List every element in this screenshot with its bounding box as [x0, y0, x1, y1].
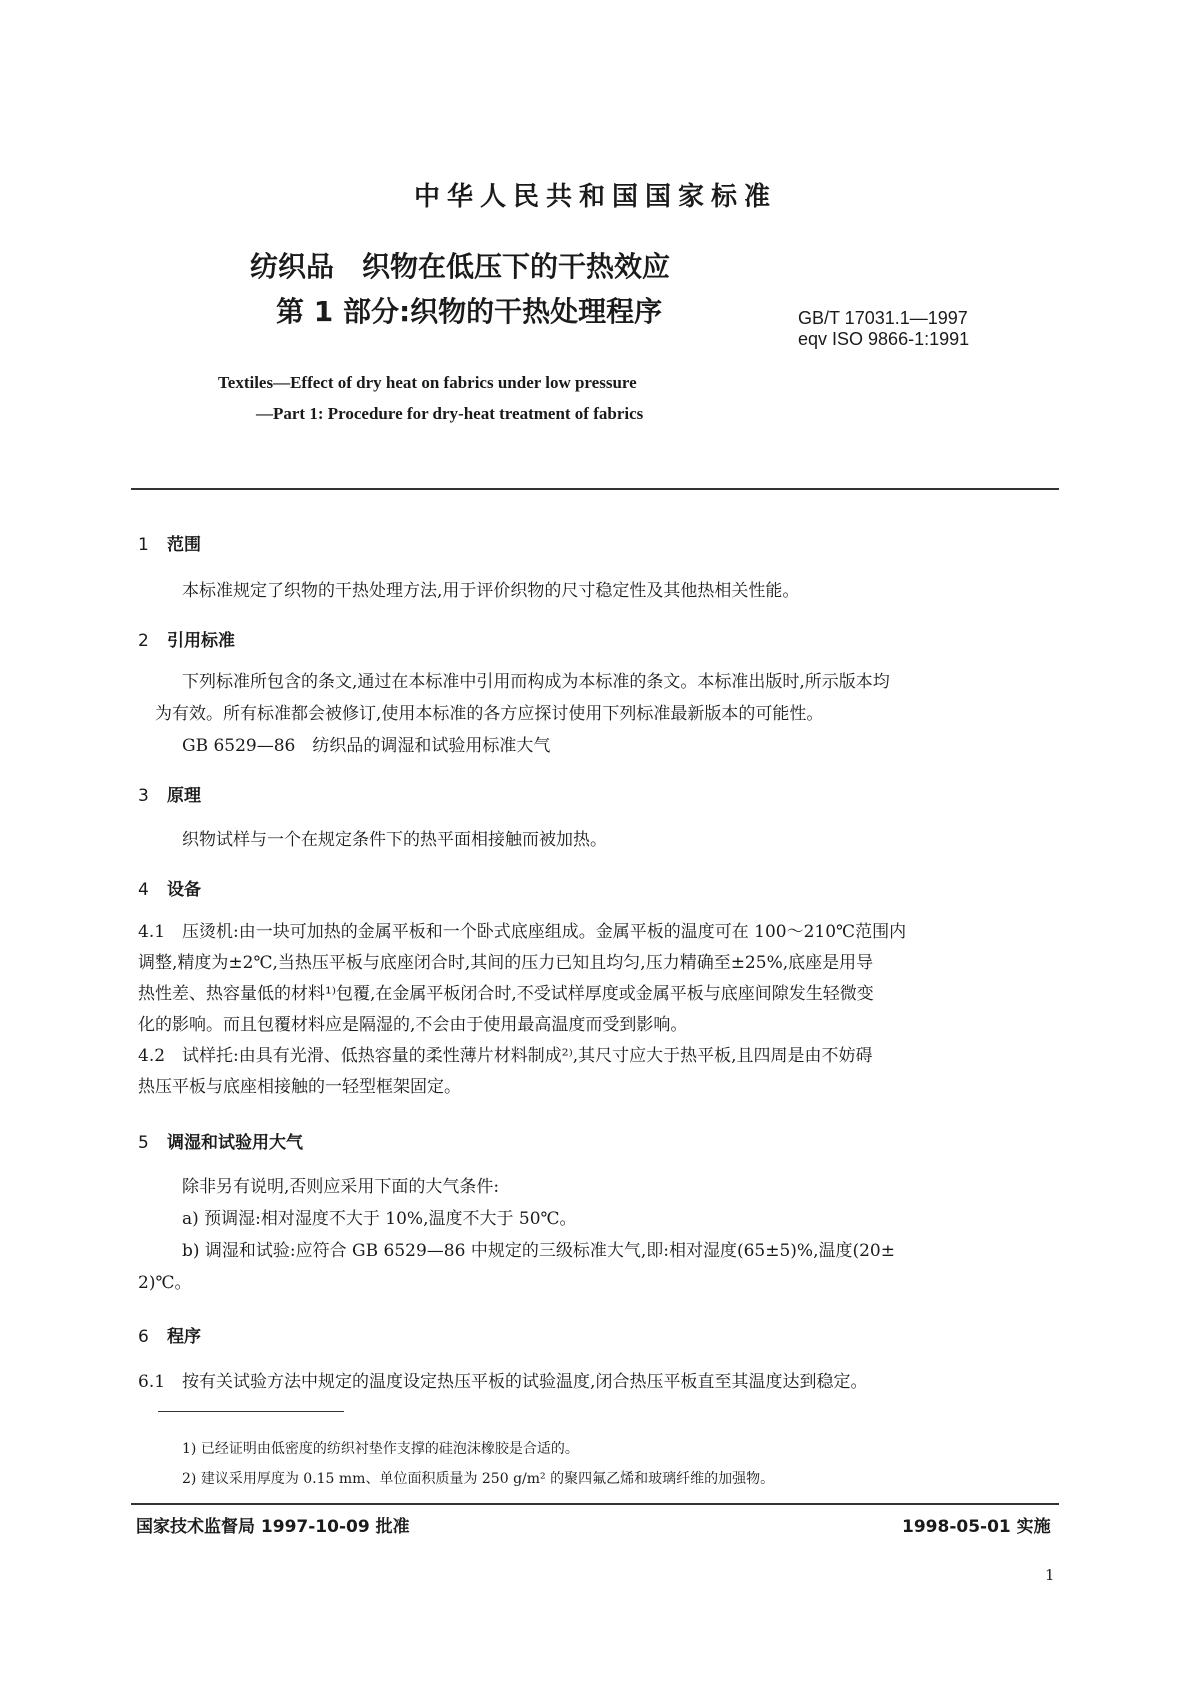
clause-4-2-line2: 热压平板与底座相接触的一轻型框架固定。 [138, 1077, 461, 1097]
section-title: 程序 [167, 1327, 201, 1347]
equivalent-standard: eqv ISO 9866-1:1991 [798, 329, 970, 349]
national-standard-heading: 中华人民共和国国家标准 [413, 182, 777, 212]
footer-divider [131, 1503, 1059, 1505]
section-number: 4 [138, 880, 149, 900]
condition-a: a) 预调湿:相对湿度不大于 10%,温度不大于 50℃。 [182, 1209, 577, 1229]
condition-b-line2: 2)℃。 [138, 1273, 192, 1293]
section-6-heading [138, 1322, 201, 1347]
clause-4-2-line1: 4.2 试样托:由具有光滑、低热容量的柔性薄片材料制成²⁾,其尺寸应大于热平板,且四周是由不妨碍 [138, 1046, 873, 1066]
clause-4-1-line1: 4.1 压烫机:由一块可加热的金属平板和一个卧式底座组成。金属平板的温度可在 100～210℃范围内 [138, 922, 907, 942]
title-cn-line1: 纺织品 织物在低压下的干热效应 [250, 250, 671, 283]
condition-b-line1: b) 调湿和试验:应符合 GB 6529—86 中规定的三级标准大气,即:相对湿度(65±5)%,温度(20± [182, 1241, 895, 1261]
clause-6-1: 6.1 按有关试验方法中规定的温度设定热压平板的试验温度,闭合热压平板直至其温度达到稳定。 [138, 1372, 868, 1392]
section-number: 2 [138, 631, 149, 651]
section-4-heading [138, 875, 201, 900]
section-title: 原理 [167, 786, 201, 806]
section-3-text: 织物试样与一个在规定条件下的热平面相接触而被加热。 [182, 830, 607, 850]
standard-code [798, 308, 969, 350]
section-2-line1: 下列标准所包含的条文,通过在本标准中引用而构成为本标准的条文。本标准出版时,所示版本均 [182, 672, 890, 692]
footnote-2: 2) 建议采用厚度为 0.15 mm、单位面积质量为 250 g/m² 的聚四氟乙烯和玻璃纤维的加强物。 [182, 1471, 775, 1487]
footnote-divider [158, 1411, 344, 1412]
standard-number: GB/T 17031.1—1997 [798, 308, 968, 328]
approval-date: 国家技术监督局 1997-10-09 批准 [136, 1517, 410, 1537]
section-2-heading [138, 626, 235, 651]
section-title: 调湿和试验用大气 [167, 1133, 303, 1153]
section-title: 引用标准 [167, 631, 235, 651]
normative-reference: GB 6529—86 纺织品的调湿和试验用标准大气 [182, 736, 551, 756]
title-en-line1: Textiles—Effect of dry heat on fabrics under low pressure [218, 373, 637, 392]
section-number: 1 [138, 535, 149, 555]
section-title: 范围 [167, 535, 201, 555]
clause-4-1-line4: 化的影响。而且包覆材料应是隔湿的,不会由于使用最高温度而受到影响。 [138, 1015, 688, 1035]
section-3-heading [138, 781, 201, 806]
footnote-1: 1) 已经证明由低密度的纺织衬垫作支撑的硅泡沫橡胶是合适的。 [182, 1441, 579, 1457]
page-number: 1 [1045, 1566, 1055, 1584]
section-number: 3 [138, 786, 149, 806]
clause-4-1-line3: 热性差、热容量低的材料¹⁾包覆,在金属平板闭合时,不受试样厚度或金属平板与底座间隙发生轻微变 [138, 984, 874, 1004]
section-number: 6 [138, 1327, 149, 1347]
title-cn-line2: 第 1 部分:织物的干热处理程序 [276, 295, 663, 328]
section-1-text: 本标准规定了织物的干热处理方法,用于评价织物的尺寸稳定性及其他热相关性能。 [182, 581, 800, 601]
effective-date: 1998-05-01 实施 [902, 1517, 1051, 1537]
section-1-heading [138, 530, 201, 555]
title-en-line2: —Part 1: Procedure for dry-heat treatment of fabrics [256, 404, 644, 423]
clause-4-1-line2: 调整,精度为±2℃,当热压平板与底座闭合时,其间的压力已知且均匀,压力精确至±25%,底座是用导 [138, 953, 874, 973]
header-divider [131, 488, 1059, 490]
section-2-line2: 为有效。所有标准都会被修订,使用本标准的各方应探讨使用下列标准最新版本的可能性。 [155, 704, 824, 724]
section-5-heading [138, 1128, 303, 1153]
section-number: 5 [138, 1133, 149, 1153]
section-5-intro: 除非另有说明,否则应采用下面的大气条件: [182, 1177, 500, 1197]
section-title: 设备 [167, 880, 201, 900]
